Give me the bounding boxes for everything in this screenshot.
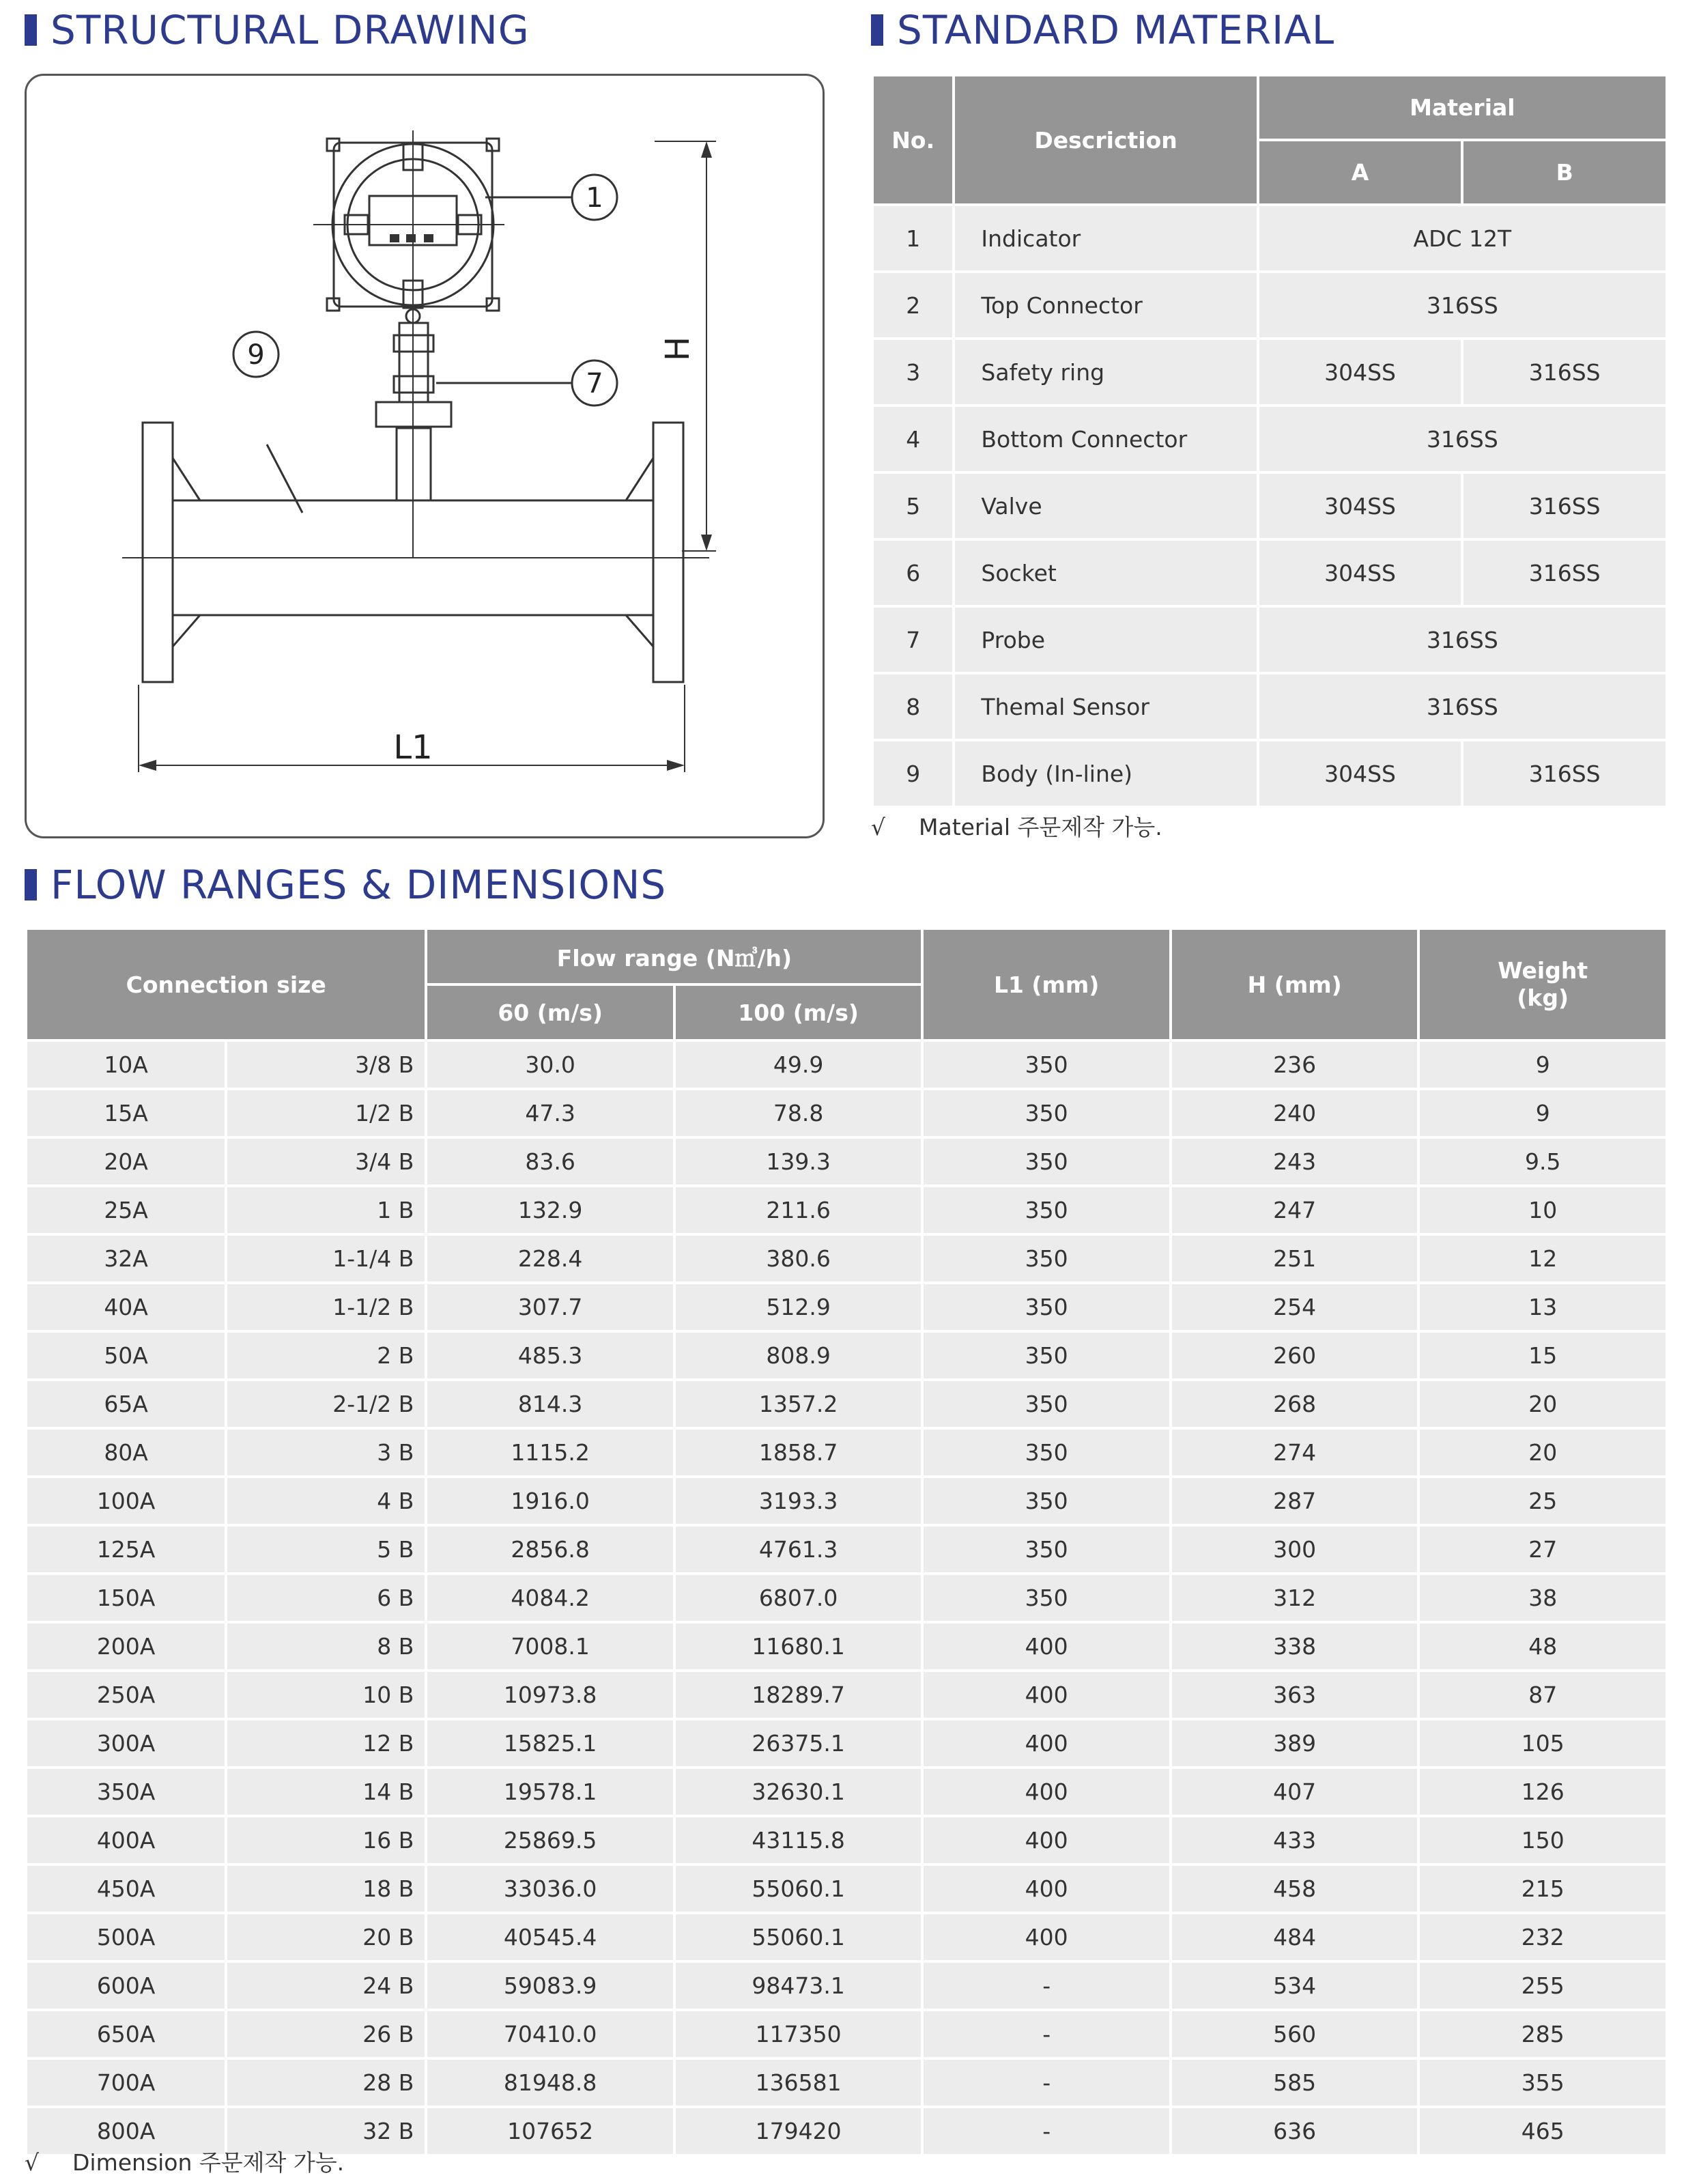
material-row xyxy=(874,206,1666,270)
header-no: No. xyxy=(874,76,952,203)
size-b-cell: 3 B xyxy=(227,1430,425,1475)
size-b-cell: 6 B xyxy=(227,1575,425,1621)
size-b-cell: 20 B xyxy=(227,1914,425,1960)
size-b-cell: 12 B xyxy=(227,1720,425,1766)
material-row xyxy=(874,340,1666,404)
weight-cell: 15 xyxy=(1420,1333,1666,1378)
l1-cell: 350 xyxy=(924,1139,1169,1185)
flow-100-cell: 32630.1 xyxy=(676,1769,921,1815)
l1-cell: 350 xyxy=(924,1042,1169,1088)
weight-cell: 9 xyxy=(1420,1090,1666,1136)
l1-cell: 350 xyxy=(924,1284,1169,1330)
material-no-cell: 7 xyxy=(874,608,952,672)
size-b-cell: 2 B xyxy=(227,1333,425,1378)
table-row xyxy=(27,1478,1666,1524)
l1-cell: 350 xyxy=(924,1236,1169,1281)
material-row xyxy=(874,407,1666,471)
material-no-cell: 6 xyxy=(874,541,952,605)
material-a-cell: 304SS xyxy=(1259,741,1461,806)
l1-cell: 400 xyxy=(924,1672,1169,1718)
weight-cell: 25 xyxy=(1420,1478,1666,1524)
callout-7: 7 xyxy=(586,368,603,399)
size-b-cell: 32 B xyxy=(227,2108,425,2154)
h-cell: 243 xyxy=(1172,1139,1418,1185)
material-row xyxy=(874,741,1666,806)
material-b-cell: 316SS xyxy=(1463,541,1666,605)
header-flow-range: Flow range (N㎥/h) xyxy=(427,930,921,983)
size-b-cell: 18 B xyxy=(227,1866,425,1912)
size-a-cell: 32A xyxy=(27,1236,225,1281)
table-row xyxy=(27,1042,1666,1088)
flow-60-cell: 25869.5 xyxy=(427,1817,673,1863)
material-no-cell: 4 xyxy=(874,407,952,471)
table-row xyxy=(27,1817,1666,1863)
flow-60-cell: 15825.1 xyxy=(427,1720,673,1766)
size-a-cell: 500A xyxy=(27,1914,225,1960)
weight-cell: 465 xyxy=(1420,2108,1666,2154)
callout-1: 1 xyxy=(586,182,603,214)
l1-cell: 350 xyxy=(924,1575,1169,1621)
flow-60-cell: 307.7 xyxy=(427,1284,673,1330)
h-cell: 389 xyxy=(1172,1720,1418,1766)
header-60ms: 60 (m/s) xyxy=(427,986,673,1039)
material-desc-cell: Indicator xyxy=(955,206,1256,270)
size-b-cell: 3/8 B xyxy=(227,1042,425,1088)
table-row xyxy=(27,2011,1666,2057)
weight-cell: 126 xyxy=(1420,1769,1666,1815)
flow-100-cell: 43115.8 xyxy=(676,1817,921,1863)
title-bar xyxy=(871,14,883,46)
weight-cell: 20 xyxy=(1420,1430,1666,1475)
material-no-cell: 3 xyxy=(874,340,952,404)
header-material-b: B xyxy=(1463,141,1666,203)
table-row xyxy=(27,1381,1666,1427)
dimension-h-label: H xyxy=(659,336,697,362)
size-a-cell: 650A xyxy=(27,2011,225,2057)
material-note xyxy=(871,810,1162,842)
material-desc-cell: Valve xyxy=(955,474,1256,538)
table-row xyxy=(27,1720,1666,1766)
h-cell: 268 xyxy=(1172,1381,1418,1427)
material-no-cell: 1 xyxy=(874,206,952,270)
h-cell: 251 xyxy=(1172,1236,1418,1281)
material-a-cell: 304SS xyxy=(1259,541,1461,605)
flow-100-cell: 136581 xyxy=(676,2060,921,2105)
h-cell: 534 xyxy=(1172,1963,1418,2009)
flow-100-cell: 98473.1 xyxy=(676,1963,921,2009)
material-no-cell: 5 xyxy=(874,474,952,538)
material-row xyxy=(874,474,1666,538)
header-material: Material xyxy=(1259,76,1666,139)
size-a-cell: 40A xyxy=(27,1284,225,1330)
flow-60-cell: 485.3 xyxy=(427,1333,673,1378)
l1-cell: 350 xyxy=(924,1333,1169,1378)
weight-cell: 48 xyxy=(1420,1623,1666,1669)
h-cell: 585 xyxy=(1172,2060,1418,2105)
table-row xyxy=(27,1430,1666,1475)
l1-cell: - xyxy=(924,2108,1169,2154)
weight-cell: 9 xyxy=(1420,1042,1666,1088)
flow-60-cell: 19578.1 xyxy=(427,1769,673,1815)
flow-100-cell: 117350 xyxy=(676,2011,921,2057)
size-b-cell: 1-1/4 B xyxy=(227,1236,425,1281)
h-cell: 338 xyxy=(1172,1623,1418,1669)
weight-cell: 13 xyxy=(1420,1284,1666,1330)
flow-60-cell: 33036.0 xyxy=(427,1866,673,1912)
table-row xyxy=(27,1284,1666,1330)
size-a-cell: 350A xyxy=(27,1769,225,1815)
weight-cell: 355 xyxy=(1420,2060,1666,2105)
l1-cell: - xyxy=(924,2060,1169,2105)
l1-cell: 400 xyxy=(924,1914,1169,1960)
flow-100-cell: 6807.0 xyxy=(676,1575,921,1621)
callout-9: 9 xyxy=(247,339,265,371)
flow-60-cell: 107652 xyxy=(427,2108,673,2154)
size-b-cell: 24 B xyxy=(227,1963,425,2009)
material-desc-cell: Bottom Connector xyxy=(955,407,1256,471)
l1-cell: 400 xyxy=(924,1720,1169,1766)
flow-60-cell: 2856.8 xyxy=(427,1527,673,1572)
flow-100-cell: 55060.1 xyxy=(676,1914,921,1960)
size-a-cell: 65A xyxy=(27,1381,225,1427)
size-a-cell: 450A xyxy=(27,1866,225,1912)
size-a-cell: 125A xyxy=(27,1527,225,1572)
flow-100-cell: 1357.2 xyxy=(676,1381,921,1427)
material-desc-cell: Top Connector xyxy=(955,273,1256,337)
header-material-a: A xyxy=(1259,141,1461,203)
title-bar xyxy=(25,869,37,900)
material-no-cell: 8 xyxy=(874,675,952,739)
table-row xyxy=(27,1623,1666,1669)
material-ab-cell: 316SS xyxy=(1259,675,1666,739)
size-b-cell: 4 B xyxy=(227,1478,425,1524)
h-cell: 300 xyxy=(1172,1527,1418,1572)
size-a-cell: 15A xyxy=(27,1090,225,1136)
size-a-cell: 20A xyxy=(27,1139,225,1185)
material-ab-cell: 316SS xyxy=(1259,273,1666,337)
weight-cell: 215 xyxy=(1420,1866,1666,1912)
flow-60-cell: 814.3 xyxy=(427,1381,673,1427)
h-cell: 240 xyxy=(1172,1090,1418,1136)
size-b-cell: 8 B xyxy=(227,1623,425,1669)
table-row xyxy=(27,1527,1666,1572)
l1-cell: 350 xyxy=(924,1381,1169,1427)
flow-100-cell: 49.9 xyxy=(676,1042,921,1088)
table-row xyxy=(27,1914,1666,1960)
structural-drawing-title xyxy=(25,7,530,53)
l1-cell: 400 xyxy=(924,1623,1169,1669)
table-row xyxy=(27,1963,1666,2009)
size-a-cell: 800A xyxy=(27,2108,225,2154)
material-a-cell: 304SS xyxy=(1259,474,1461,538)
header-weight: Weight (kg) xyxy=(1420,930,1666,1039)
l1-cell: 350 xyxy=(924,1478,1169,1524)
flow-ranges-title xyxy=(25,862,666,908)
h-cell: 363 xyxy=(1172,1672,1418,1718)
flow-60-cell: 132.9 xyxy=(427,1187,673,1233)
flow-100-cell: 18289.7 xyxy=(676,1672,921,1718)
size-b-cell: 1/2 B xyxy=(227,1090,425,1136)
flow-60-cell: 30.0 xyxy=(427,1042,673,1088)
flow-60-cell: 47.3 xyxy=(427,1090,673,1136)
header-connection-size: Connection size xyxy=(27,930,425,1039)
size-a-cell: 50A xyxy=(27,1333,225,1378)
standard-material-title-text: STANDARD MATERIAL xyxy=(897,7,1335,53)
flow-100-cell: 808.9 xyxy=(676,1333,921,1378)
material-ab-cell: 316SS xyxy=(1259,407,1666,471)
l1-cell: 350 xyxy=(924,1527,1169,1572)
flow-100-cell: 139.3 xyxy=(676,1139,921,1185)
dimension-note xyxy=(25,2145,344,2177)
size-b-cell: 26 B xyxy=(227,2011,425,2057)
h-cell: 287 xyxy=(1172,1478,1418,1524)
h-cell: 458 xyxy=(1172,1866,1418,1912)
material-a-cell: 304SS xyxy=(1259,340,1461,404)
l1-cell: 350 xyxy=(924,1187,1169,1233)
header-h: H (mm) xyxy=(1172,930,1418,1039)
size-a-cell: 700A xyxy=(27,2060,225,2105)
table-row xyxy=(27,1236,1666,1281)
material-desc-cell: Probe xyxy=(955,608,1256,672)
material-note-text: Material 주문제작 가능. xyxy=(919,814,1162,840)
flow-60-cell: 1916.0 xyxy=(427,1478,673,1524)
h-cell: 260 xyxy=(1172,1333,1418,1378)
material-no-cell: 2 xyxy=(874,273,952,337)
flow-100-cell: 211.6 xyxy=(676,1187,921,1233)
h-cell: 484 xyxy=(1172,1914,1418,1960)
weight-cell: 38 xyxy=(1420,1575,1666,1621)
size-a-cell: 25A xyxy=(27,1187,225,1233)
flow-60-cell: 83.6 xyxy=(427,1139,673,1185)
h-cell: 254 xyxy=(1172,1284,1418,1330)
weight-cell: 255 xyxy=(1420,1963,1666,2009)
h-cell: 407 xyxy=(1172,1769,1418,1815)
size-b-cell: 1-1/2 B xyxy=(227,1284,425,1330)
right-flange xyxy=(653,423,683,682)
flow-ranges-table xyxy=(25,927,1668,2157)
size-a-cell: 10A xyxy=(27,1042,225,1088)
table-row xyxy=(27,1139,1666,1185)
material-desc-cell: Body (In-line) xyxy=(955,741,1256,806)
flow-60-cell: 7008.1 xyxy=(427,1623,673,1669)
table-row xyxy=(27,1333,1666,1378)
h-cell: 560 xyxy=(1172,2011,1418,2057)
size-b-cell: 1 B xyxy=(227,1187,425,1233)
material-b-cell: 316SS xyxy=(1463,474,1666,538)
weight-cell: 27 xyxy=(1420,1527,1666,1572)
header-l1: L1 (mm) xyxy=(924,930,1169,1039)
table-row xyxy=(27,1769,1666,1815)
flow-100-cell: 1858.7 xyxy=(676,1430,921,1475)
l1-cell: 400 xyxy=(924,1769,1169,1815)
weight-cell: 105 xyxy=(1420,1720,1666,1766)
size-b-cell: 16 B xyxy=(227,1817,425,1863)
weight-cell: 12 xyxy=(1420,1236,1666,1281)
material-ab-cell: ADC 12T xyxy=(1259,206,1666,270)
dimension-l1-label: L1 xyxy=(393,728,433,767)
l1-cell: - xyxy=(924,2011,1169,2057)
material-no-cell: 9 xyxy=(874,741,952,806)
header-100ms: 100 (m/s) xyxy=(676,986,921,1039)
standard-material-title xyxy=(871,7,1334,53)
flow-100-cell: 380.6 xyxy=(676,1236,921,1281)
size-a-cell: 600A xyxy=(27,1963,225,2009)
material-table xyxy=(871,74,1668,808)
title-bar xyxy=(25,14,37,46)
weight-cell: 87 xyxy=(1420,1672,1666,1718)
material-b-cell: 316SS xyxy=(1463,340,1666,404)
check-mark: √ xyxy=(871,814,886,840)
material-row xyxy=(874,608,1666,672)
table-row xyxy=(27,1866,1666,1912)
size-a-cell: 80A xyxy=(27,1430,225,1475)
flow-60-cell: 59083.9 xyxy=(427,1963,673,2009)
l1-cell: - xyxy=(924,1963,1169,2009)
size-b-cell: 5 B xyxy=(227,1527,425,1572)
weight-cell: 150 xyxy=(1420,1817,1666,1863)
weight-cell: 232 xyxy=(1420,1914,1666,1960)
material-desc-cell: Safety ring xyxy=(955,340,1256,404)
structural-drawing xyxy=(25,74,825,838)
flow-60-cell: 228.4 xyxy=(427,1236,673,1281)
size-b-cell: 3/4 B xyxy=(227,1139,425,1185)
flow-100-cell: 26375.1 xyxy=(676,1720,921,1766)
size-a-cell: 200A xyxy=(27,1623,225,1669)
h-cell: 247 xyxy=(1172,1187,1418,1233)
l1-cell: 400 xyxy=(924,1817,1169,1863)
weight-cell: 285 xyxy=(1420,2011,1666,2057)
weight-cell: 9.5 xyxy=(1420,1139,1666,1185)
size-a-cell: 100A xyxy=(27,1478,225,1524)
flow-ranges-title-text: FLOW RANGES & DIMENSIONS xyxy=(51,862,667,908)
table-row xyxy=(27,1672,1666,1718)
flow-100-cell: 55060.1 xyxy=(676,1866,921,1912)
material-b-cell: 316SS xyxy=(1463,741,1666,806)
h-cell: 236 xyxy=(1172,1042,1418,1088)
flow-100-cell: 512.9 xyxy=(676,1284,921,1330)
size-a-cell: 150A xyxy=(27,1575,225,1621)
flow-60-cell: 40545.4 xyxy=(427,1914,673,1960)
h-cell: 274 xyxy=(1172,1430,1418,1475)
table-row xyxy=(27,2060,1666,2105)
h-cell: 433 xyxy=(1172,1817,1418,1863)
flow-100-cell: 78.8 xyxy=(676,1090,921,1136)
material-ab-cell: 316SS xyxy=(1259,608,1666,672)
flowmeter-drawing xyxy=(27,76,823,836)
table-row xyxy=(27,1575,1666,1621)
size-b-cell: 14 B xyxy=(227,1769,425,1815)
flow-60-cell: 70410.0 xyxy=(427,2011,673,2057)
flow-100-cell: 11680.1 xyxy=(676,1623,921,1669)
left-flange xyxy=(143,423,173,682)
weight-cell: 20 xyxy=(1420,1381,1666,1427)
flow-100-cell: 4761.3 xyxy=(676,1527,921,1572)
flow-60-cell: 10973.8 xyxy=(427,1672,673,1718)
size-a-cell: 250A xyxy=(27,1672,225,1718)
check-mark: √ xyxy=(25,2149,40,2176)
structural-drawing-title-text: STRUCTURAL DRAWING xyxy=(51,7,530,53)
size-b-cell: 28 B xyxy=(227,2060,425,2105)
material-desc-cell: Socket xyxy=(955,541,1256,605)
material-desc-cell: Themal Sensor xyxy=(955,675,1256,739)
flow-100-cell: 179420 xyxy=(676,2108,921,2154)
flow-100-cell: 3193.3 xyxy=(676,1478,921,1524)
l1-cell: 400 xyxy=(924,1866,1169,1912)
flow-60-cell: 1115.2 xyxy=(427,1430,673,1475)
weight-cell: 10 xyxy=(1420,1187,1666,1233)
dimension-note-text: Dimension 주문제작 가능. xyxy=(72,2149,345,2176)
material-row xyxy=(874,675,1666,739)
material-row xyxy=(874,273,1666,337)
flow-60-cell: 81948.8 xyxy=(427,2060,673,2105)
l1-cell: 350 xyxy=(924,1430,1169,1475)
size-a-cell: 400A xyxy=(27,1817,225,1863)
size-b-cell: 10 B xyxy=(227,1672,425,1718)
h-cell: 636 xyxy=(1172,2108,1418,2154)
table-row xyxy=(27,1090,1666,1136)
l1-cell: 350 xyxy=(924,1090,1169,1136)
table-row xyxy=(27,1187,1666,1233)
header-description: Descriction xyxy=(955,76,1256,203)
flow-60-cell: 4084.2 xyxy=(427,1575,673,1621)
size-a-cell: 300A xyxy=(27,1720,225,1766)
size-b-cell: 2-1/2 B xyxy=(227,1381,425,1427)
h-cell: 312 xyxy=(1172,1575,1418,1621)
material-row xyxy=(874,541,1666,605)
